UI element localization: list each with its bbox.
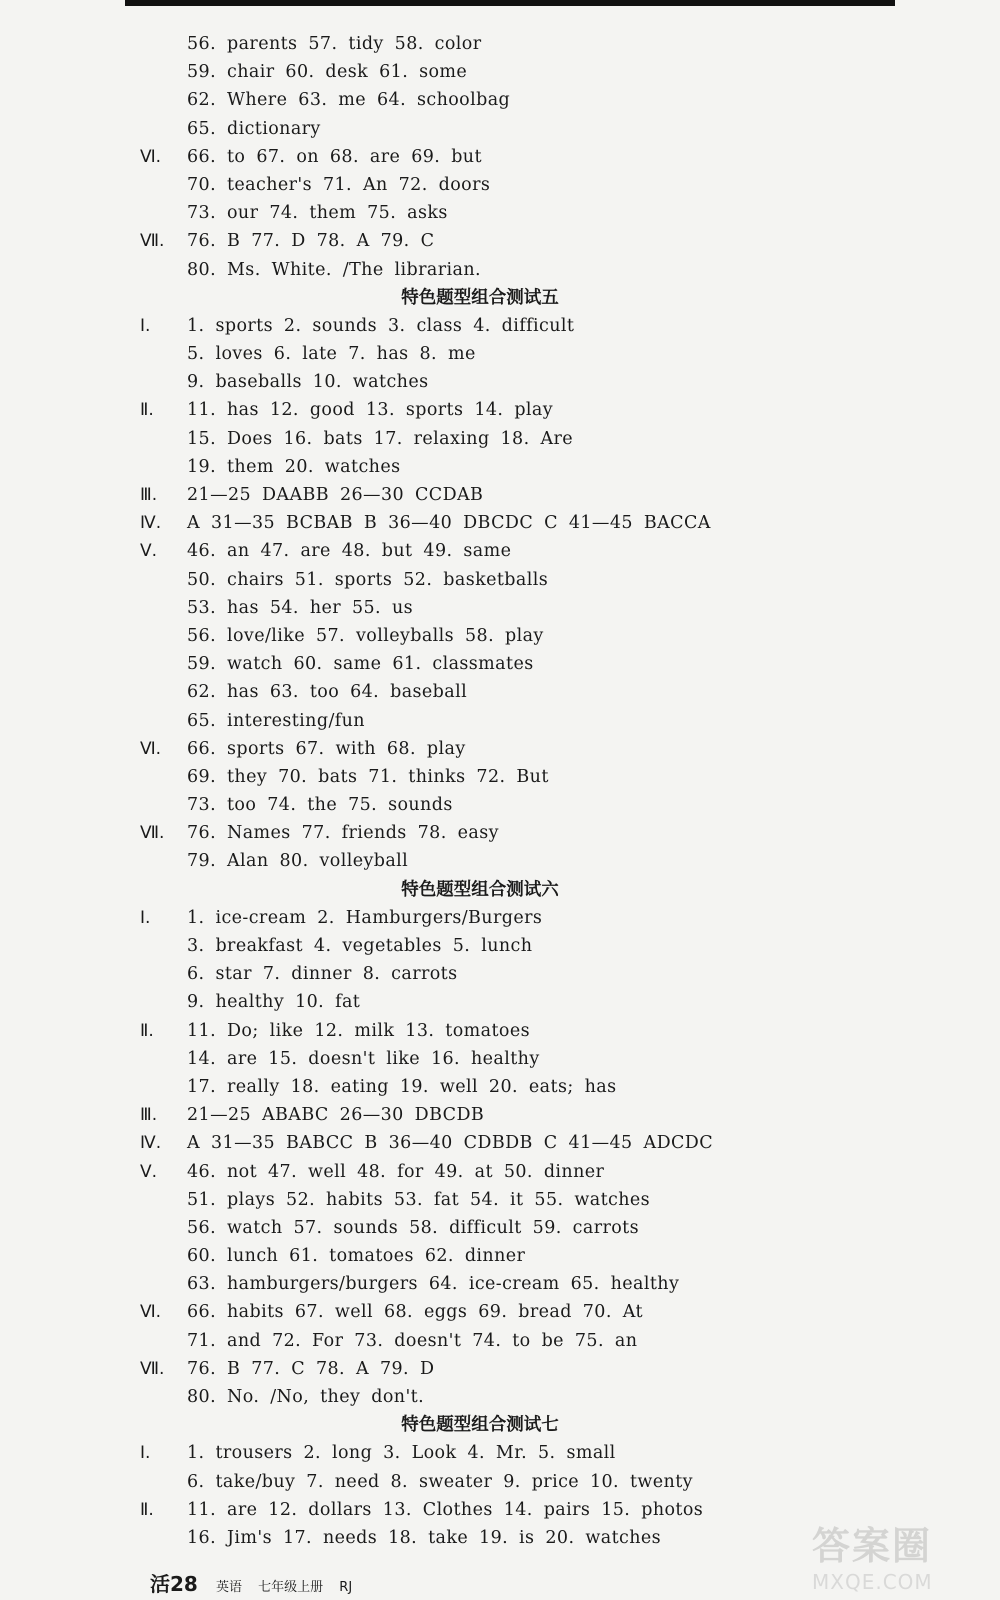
answer-line	[140, 425, 760, 453]
answer-text: 3. breakfast 4. vegetables 5. lunch	[187, 936, 533, 956]
answer-line	[140, 171, 760, 199]
section-heading: 特色题型组合测试七	[401, 1415, 559, 1436]
answer-line	[140, 481, 760, 509]
top-border	[125, 0, 895, 6]
answer-text: 60. lunch 61. tomatoes 62. dinner	[187, 1246, 526, 1267]
footer-edition: RJ	[339, 1580, 353, 1595]
answer-text: A 31—35 BCBAB B 36—40 DBCDC C 41—45 BACCA	[187, 513, 711, 534]
answer-line	[140, 678, 760, 706]
answer-text: 9. baseballs 10. watches	[187, 372, 429, 393]
answer-line	[140, 763, 760, 791]
answer-line	[140, 227, 760, 255]
answer-line	[140, 1355, 760, 1383]
answer-text: 59. chair 60. desk 61. some	[187, 62, 468, 83]
answer-line	[140, 1524, 760, 1552]
answer-line	[140, 58, 760, 86]
answer-line	[140, 1214, 760, 1242]
answer-text: 16. Jim's 17. needs 18. take 19. is 20. watches	[187, 1527, 662, 1548]
answer-text: 76. B 77. C 78. A 79. D	[187, 1358, 435, 1379]
answer-line	[140, 86, 760, 114]
watermark-url: MXQE.COM	[812, 1570, 933, 1594]
answer-text: 62. Where 63. me 64. schoolbag	[187, 90, 511, 111]
page-footer	[150, 1568, 364, 1597]
answer-line	[140, 1383, 760, 1411]
answer-text: 56. love/like 57. volleyballs 58. play	[187, 625, 544, 646]
answer-line	[140, 115, 760, 143]
answer-line	[140, 1242, 760, 1270]
question-group-numeral: Ⅵ.	[140, 1302, 162, 1323]
answer-text: 73. our 74. them 75. asks	[187, 203, 448, 224]
question-group-numeral: Ⅰ.	[140, 315, 151, 336]
answer-text: 79. Alan 80. volleyball	[187, 851, 409, 872]
answer-text: 1. trousers 2. long 3. Look 4. Mr. 5. small	[187, 1443, 616, 1464]
answer-line	[140, 847, 760, 875]
answer-line	[140, 396, 760, 424]
answer-text: 6. take/buy 7. need 8. sweater 9. price 10. twenty	[187, 1471, 693, 1492]
answer-line	[140, 30, 760, 58]
answer-text: 66. to 67. on 68. are 69. but	[187, 146, 482, 167]
answer-line	[140, 256, 760, 284]
answer-text: 46. not 47. well 48. for 49. at 50. dinner	[187, 1161, 605, 1182]
answer-text: 14. are 15. doesn't like 16. healthy	[187, 1048, 540, 1069]
answer-text: 65. dictionary	[187, 118, 321, 139]
answer-line	[140, 1439, 760, 1467]
question-group-numeral: Ⅰ.	[140, 907, 151, 928]
question-group-numeral: Ⅱ.	[140, 1020, 154, 1041]
question-group-numeral: Ⅰ.	[140, 1443, 151, 1464]
answer-line	[140, 791, 760, 819]
answer-text: 15. Does 16. bats 17. relaxing 18. Are	[187, 428, 574, 449]
answer-text: 62. has 63. too 64. baseball	[187, 682, 468, 703]
answer-text: 6. star 7. dinner 8. carrots	[187, 964, 458, 985]
answer-text: 63. hamburgers/burgers 64. ice-cream 65. healthy	[187, 1274, 680, 1295]
answer-text: 73. too 74. the 75. sounds	[187, 795, 453, 816]
watermark-logo	[812, 1515, 972, 1594]
answer-text: 80. No. /No, they don't.	[187, 1387, 425, 1407]
question-group-numeral: Ⅵ.	[140, 738, 162, 759]
answer-text: 66. sports 67. with 68. play	[187, 738, 466, 759]
answer-text: 19. them 20. watches	[187, 456, 401, 477]
answer-line	[140, 509, 760, 537]
answer-line	[140, 1327, 760, 1355]
answer-line	[140, 1045, 760, 1073]
question-group-numeral: Ⅶ.	[140, 231, 165, 252]
question-group-numeral: Ⅴ.	[140, 541, 158, 562]
answer-line	[140, 1298, 760, 1326]
answer-line	[140, 735, 760, 763]
answer-text: 5. loves 6. late 7. has 8. me	[187, 344, 476, 365]
answer-text: 76. B 77. D 78. A 79. C	[187, 231, 435, 252]
footer-grade: 七年级上册	[258, 1580, 324, 1595]
answer-text: 11. Do; like 12. milk 13. tomatoes	[187, 1020, 530, 1041]
answer-line	[140, 1270, 760, 1298]
answer-text: 9. healthy 10. fat	[187, 992, 361, 1013]
answer-line	[140, 988, 760, 1016]
answer-line	[140, 1468, 760, 1496]
answer-text: 46. an 47. are 48. but 49. same	[187, 541, 512, 562]
answer-line	[140, 1017, 760, 1045]
answer-text: 76. Names 77. friends 78. easy	[187, 823, 499, 844]
answer-line	[140, 1158, 760, 1186]
answer-line	[140, 312, 760, 340]
answer-text: 59. watch 60. same 61. classmates	[187, 654, 534, 675]
question-group-numeral: Ⅱ.	[140, 400, 154, 421]
answer-line	[140, 960, 760, 988]
answer-text: 51. plays 52. habits 53. fat 54. it 55. watches	[187, 1189, 651, 1210]
answer-line	[140, 368, 760, 396]
answer-text: 80. Ms. White. /The librarian.	[187, 259, 481, 280]
question-group-numeral: Ⅲ.	[140, 485, 158, 505]
answer-line	[140, 622, 760, 650]
answer-line	[140, 453, 760, 481]
answer-line	[140, 594, 760, 622]
question-group-numeral: Ⅴ.	[140, 1161, 158, 1182]
answer-line	[140, 1496, 760, 1524]
answer-line	[140, 566, 760, 594]
answer-text: 66. habits 67. well 68. eggs 69. bread 70. At	[187, 1302, 643, 1323]
answer-text: 11. are 12. dollars 13. Clothes 14. pairs 15. photos	[187, 1499, 704, 1520]
answer-text: 70. teacher's 71. An 72. doors	[187, 174, 491, 195]
answer-text: 71. and 72. For 73. doesn't 74. to be 75. an	[187, 1330, 638, 1351]
question-group-numeral: Ⅱ.	[140, 1499, 154, 1520]
answer-line	[140, 819, 760, 847]
answer-text: 17. really 18. eating 19. well 20. eats; has	[187, 1076, 617, 1097]
question-group-numeral: Ⅳ.	[140, 1133, 162, 1154]
answer-line	[140, 537, 760, 565]
answer-line	[140, 1073, 760, 1101]
answer-text: 1. ice-cream 2. Hamburgers/Burgers	[187, 907, 543, 928]
answer-text: A 31—35 BABCC B 36—40 CDBDB C 41—45 ADCDC	[187, 1133, 714, 1154]
question-group-numeral: Ⅲ.	[140, 1105, 158, 1126]
answer-line	[140, 340, 760, 368]
question-group-numeral: Ⅵ.	[140, 146, 162, 167]
answer-line	[140, 199, 760, 227]
answer-line	[140, 707, 760, 735]
section-heading: 特色题型组合测试六	[401, 879, 559, 900]
section-heading: 特色题型组合测试五	[401, 287, 559, 308]
answer-text: 56. watch 57. sounds 58. difficult 59. carrots	[187, 1217, 639, 1238]
answer-text: 1. sports 2. sounds 3. class 4. difficult	[187, 315, 575, 336]
page-number: 活28	[150, 1572, 198, 1596]
footer-subject: 英语	[215, 1580, 242, 1595]
answer-text: 21—25 DAABB 26—30 CCDAB	[187, 485, 484, 505]
answer-text: 21—25 ABABC 26—30 DBCDB	[187, 1105, 485, 1126]
answer-line	[140, 1129, 760, 1157]
answer-line	[140, 1101, 760, 1129]
question-group-numeral: Ⅶ.	[140, 823, 165, 844]
answer-line	[140, 143, 760, 171]
answer-text: 56. parents 57. tidy 58. color	[187, 34, 482, 54]
watermark-logo-text: 答案圈	[812, 1524, 933, 1568]
answer-text: 11. has 12. good 13. sports 14. play	[187, 400, 554, 421]
question-group-numeral: Ⅳ.	[140, 513, 162, 534]
answer-text: 65. interesting/fun	[187, 710, 365, 731]
answer-line	[140, 904, 760, 932]
question-group-numeral: Ⅶ.	[140, 1358, 165, 1379]
answer-text: 50. chairs 51. sports 52. basketballs	[187, 569, 549, 590]
answer-key-page	[140, 30, 760, 1552]
answer-text: 69. they 70. bats 71. thinks 72. But	[187, 766, 549, 787]
answer-line	[140, 1186, 760, 1214]
answer-line	[140, 932, 760, 960]
answer-line	[140, 650, 760, 678]
answer-text: 53. has 54. her 55. us	[187, 597, 414, 618]
